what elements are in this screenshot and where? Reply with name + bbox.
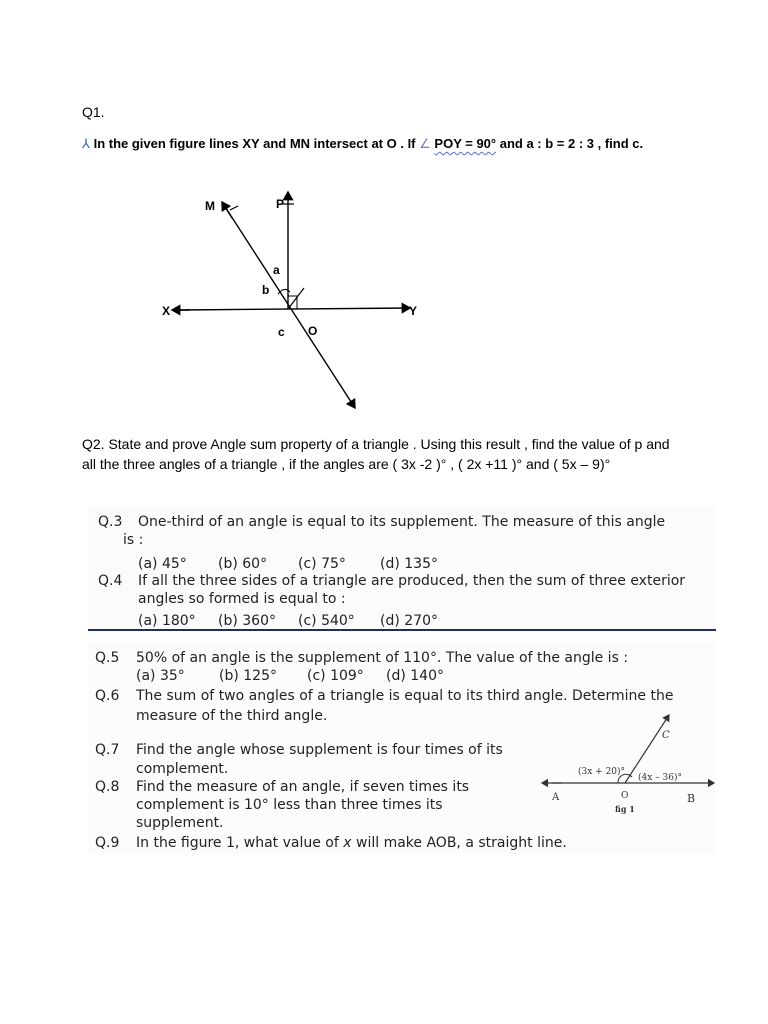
q4-line1: If all the three sides of a triangle are produced, then the sum of three exterior xyxy=(138,573,686,589)
label-a: A xyxy=(552,792,560,803)
q9-block xyxy=(95,835,695,855)
q3-option-c: (c) 75° xyxy=(298,556,346,572)
q3-line2: is : xyxy=(123,532,144,548)
label-c: c xyxy=(278,325,285,339)
angle-left-label: (3x + 20)° xyxy=(578,767,626,777)
q1-question xyxy=(82,136,643,152)
label-b: b xyxy=(262,283,270,297)
q5-option-c: (c) 109° xyxy=(307,668,364,684)
q9-text-pre: In the figure 1, what value of xyxy=(136,835,344,851)
q1-text-post: and a : b = 2 : 3 , find c. xyxy=(496,136,644,151)
q7-block xyxy=(95,742,525,782)
label-o: O xyxy=(308,324,318,338)
label-a: a xyxy=(273,263,280,277)
q5-option-a: (a) 35° xyxy=(136,668,185,684)
q4-number: Q.4 xyxy=(98,573,123,589)
q5-option-b: (b) 125° xyxy=(219,668,277,684)
label-o: O xyxy=(621,791,629,801)
q7-line2: complement. xyxy=(136,761,229,777)
q3-option-d: (d) 135° xyxy=(380,556,438,572)
label-c: C xyxy=(662,730,670,741)
q4-option-b: (b) 360° xyxy=(218,613,276,629)
q4-option-c: (c) 540° xyxy=(298,613,355,629)
q7-line1: Find the angle whose supplement is four times of its xyxy=(136,742,503,758)
q5-line1: 50% of an angle is the supplement of 110°. The value of the angle is : xyxy=(136,650,629,666)
q2-question: Q2. State and prove Angle sum property of a triangle . Using this result , find the value of p and all the three angles of a triangle , if the angles are ( 3x -2 )° , ( 2x +11 )° and ( 5x – 9)° xyxy=(82,436,670,472)
q9-variable: x xyxy=(343,835,352,851)
q6-number: Q.6 xyxy=(95,688,120,704)
label-x: X xyxy=(162,304,171,318)
q8-number: Q.8 xyxy=(95,779,120,795)
q3-line1: One-third of an angle is equal to its supplement. The measure of this angle xyxy=(138,514,666,530)
fig-caption: fig 1 xyxy=(615,804,635,814)
q1-label: Q1. xyxy=(82,104,105,120)
q8-line2: complement is 10° less than three times its xyxy=(136,797,443,813)
q4-option-a: (a) 180° xyxy=(138,613,196,629)
label-y: Y xyxy=(409,304,418,318)
label-m: M xyxy=(205,199,215,213)
q6-line1: The sum of two angles of a triangle is equal to its third angle. Determine the xyxy=(136,688,674,704)
angle-symbol: ∠ xyxy=(419,136,431,151)
m-tick xyxy=(230,206,238,210)
q4-line2: angles so formed is equal to : xyxy=(138,591,346,607)
q8-line3: supplement. xyxy=(136,815,224,831)
q5-option-d: (d) 140° xyxy=(386,668,444,684)
q1-bullet-icon: ⅄ xyxy=(82,136,90,151)
q3-number: Q.3 xyxy=(98,514,123,530)
label-b: B xyxy=(687,792,696,805)
divider-rule xyxy=(88,629,716,631)
q3-block xyxy=(98,514,698,574)
q9-text xyxy=(136,835,567,851)
q8-line1: Find the measure of an angle, if seven times its xyxy=(136,779,470,795)
q1-text-poy: POY = 90° xyxy=(434,136,497,151)
q1-text-pre: In the given figure lines XY and MN intersect at O . If xyxy=(93,136,420,151)
q3-option-b: (b) 60° xyxy=(218,556,268,572)
q7-number: Q.7 xyxy=(95,742,120,758)
q5-number: Q.5 xyxy=(95,650,120,666)
q6-line2: measure of the third angle. xyxy=(136,708,328,724)
q8-block xyxy=(95,779,525,839)
q3-option-a: (a) 45° xyxy=(138,556,187,572)
q1-figure xyxy=(150,186,430,418)
q4-block xyxy=(98,573,698,629)
ray-oa xyxy=(288,288,304,309)
q9-number: Q.9 xyxy=(95,835,120,851)
q5-block xyxy=(95,650,695,690)
q4-option-d: (d) 270° xyxy=(380,613,438,629)
fig-1 xyxy=(538,712,718,822)
angle-right-label: (4x – 36)° xyxy=(638,773,682,783)
label-p: P xyxy=(276,197,285,211)
q9-text-post: will make AOB, a straight line. xyxy=(351,835,567,851)
